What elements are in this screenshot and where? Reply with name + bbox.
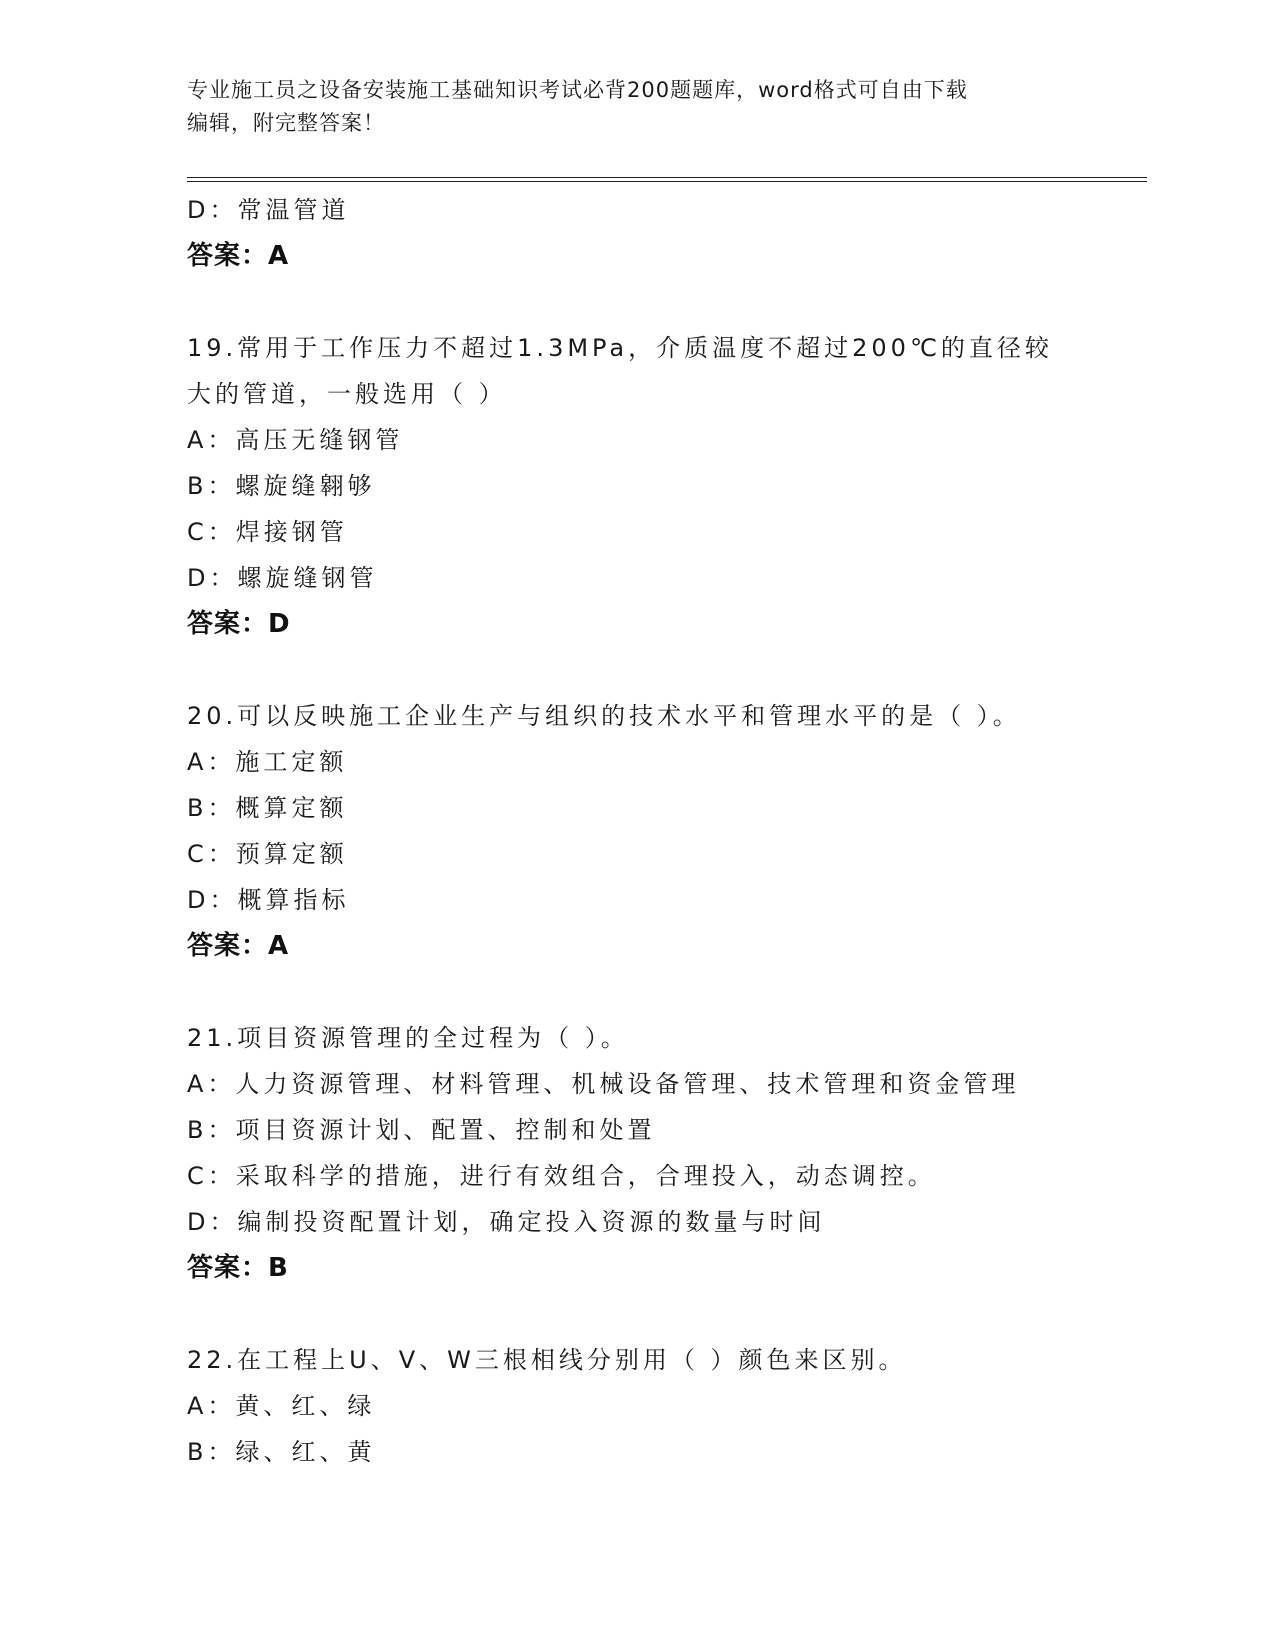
question-stem-22: 22.在工程上U、V、W三根相线分别用（ ）颜色来区别。 <box>187 1346 907 1374</box>
spacer <box>187 279 1147 325</box>
option-c: C：焊接钢管 <box>187 518 348 546</box>
option-a: A：高压无缝钢管 <box>187 426 404 454</box>
option-a: A：黄、红、绿 <box>187 1392 376 1420</box>
answer-line: 答案：D <box>187 609 291 639</box>
option-d: D：概算指标 <box>187 886 350 914</box>
option-b: B：螺旋缝翱够 <box>187 472 376 500</box>
document-page <box>187 0 1147 1650</box>
answer-line: 答案：B <box>187 1253 289 1283</box>
option-d: D：编制投资配置计划，确定投入资源的数量与时间 <box>187 1208 826 1236</box>
answer-line: 答案：A <box>187 931 290 961</box>
question-stem-19: 19.常用于工作压力不超过1.3MPa，介质温度不超过200℃的直径较大的管道，一般选用（ ） <box>187 334 1053 408</box>
answer-line: 答案：A <box>187 241 290 271</box>
document-header: 专业施工员之设备安装施工基础知识考试必背200题题库，word格式可自由下载 编辑，附完整答案！ <box>187 78 968 135</box>
header-divider <box>187 177 1147 182</box>
spacer <box>187 969 1147 1015</box>
spacer <box>187 647 1147 693</box>
option-a: A：人力资源管理、材料管理、机械设备管理、技术管理和资金管理 <box>187 1070 1020 1098</box>
option-c: C：预算定额 <box>187 840 348 868</box>
option-b: B：绿、红、黄 <box>187 1438 376 1466</box>
question-stem-20: 20.可以反映施工企业生产与组织的技术水平和管理水平的是（ ）。 <box>187 702 1021 730</box>
option-d: D：常温管道 <box>187 196 350 224</box>
option-b: B：项目资源计划、配置、控制和处置 <box>187 1116 656 1144</box>
option-a: A：施工定额 <box>187 748 348 776</box>
spacer <box>187 1291 1147 1337</box>
option-b: B：概算定额 <box>187 794 348 822</box>
question-stem-21: 21.项目资源管理的全过程为（ ）。 <box>187 1024 629 1052</box>
question-list <box>187 187 1147 1475</box>
option-c: C：采取科学的措施，进行有效组合，合理投入，动态调控。 <box>187 1162 936 1190</box>
option-d: D：螺旋缝钢管 <box>187 564 378 592</box>
